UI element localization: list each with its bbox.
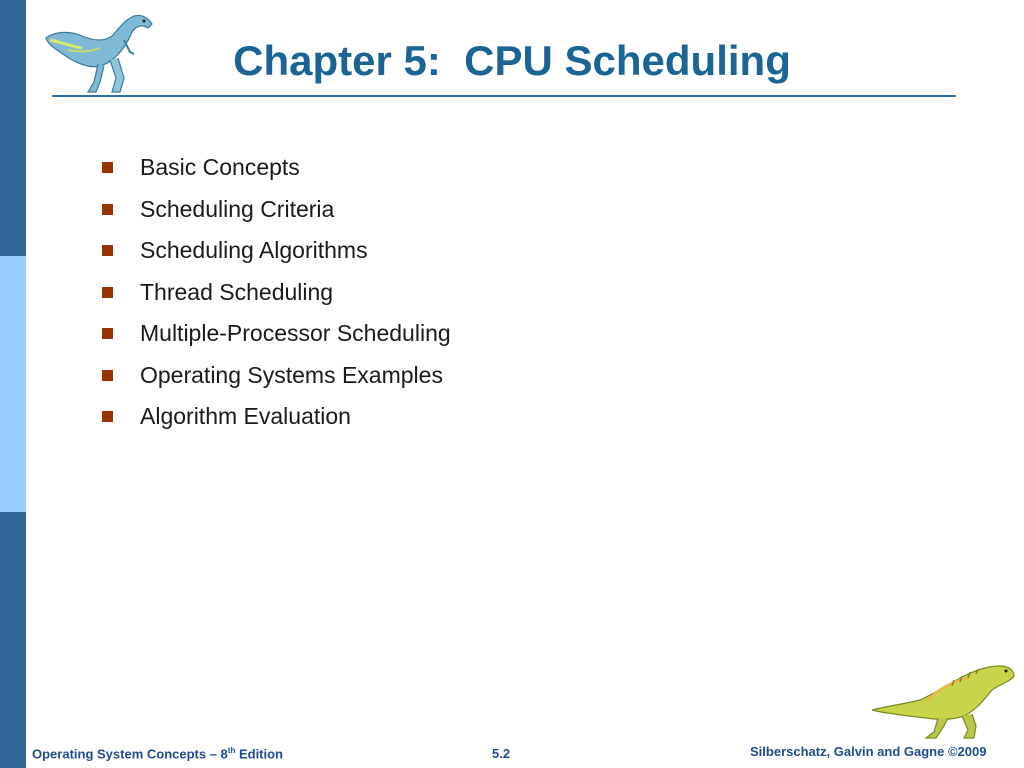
square-bullet-icon: [102, 204, 113, 215]
list-item: [102, 147, 451, 189]
list-item-label: Multiple-Processor Scheduling: [140, 320, 451, 347]
square-bullet-icon: [102, 370, 113, 381]
footer-book-superscript: th: [227, 746, 236, 755]
list-item-label: Algorithm Evaluation: [140, 403, 351, 430]
square-bullet-icon: [102, 411, 113, 422]
list-item-label: Scheduling Criteria: [140, 195, 335, 222]
footer-copyright: Silberschatz, Galvin and Gagne ©2009: [750, 744, 987, 759]
list-item: [102, 313, 451, 355]
list-item-label: Scheduling Algorithms: [140, 237, 368, 264]
footer-book-suffix: Edition: [235, 746, 284, 762]
list-item: [102, 396, 451, 438]
square-bullet-icon: [102, 287, 113, 298]
list-item: [102, 230, 451, 272]
list-item-label: Operating Systems Examples: [140, 361, 443, 388]
topic-list: [102, 147, 451, 438]
square-bullet-icon: [102, 328, 113, 339]
footer-book-prefix: Operating System Concepts – 8: [32, 746, 228, 762]
left-sidebar-highlight: [0, 256, 26, 512]
slide-title: Chapter 5: CPU Scheduling: [233, 37, 791, 84]
square-bullet-icon: [102, 162, 113, 173]
list-item: [102, 355, 451, 397]
footer-book-title: [32, 746, 283, 761]
square-bullet-icon: [102, 245, 113, 256]
list-item-label: Basic Concepts: [140, 154, 300, 181]
list-item: [102, 189, 451, 231]
dinosaur-bottom-icon: [868, 660, 1018, 742]
list-item-label: Thread Scheduling: [140, 278, 334, 305]
list-item: [102, 272, 451, 314]
title-underline: [52, 95, 956, 97]
left-sidebar-stripe: [0, 0, 26, 768]
footer-page-number: 5.2: [492, 746, 511, 761]
